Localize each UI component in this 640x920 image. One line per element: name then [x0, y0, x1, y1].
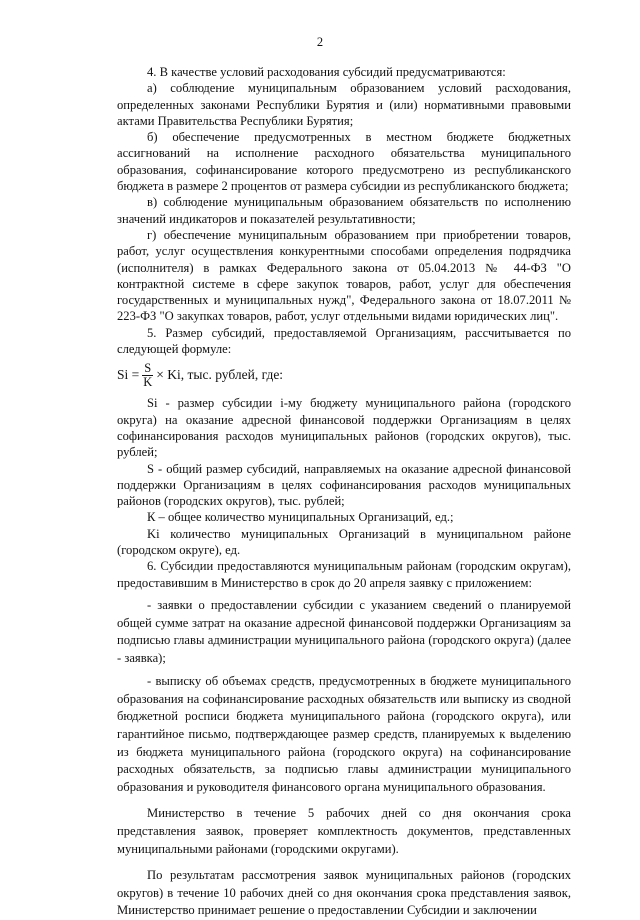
- paragraph-4b: б) обеспечение предусмотренных в местном бюджете бюджетных ассигнований на исполнение расходного обязательства муниципального образования, софинансирование которого предусмотрено из республиканского бюджета в размере 2 процентов от размера субсидии из республиканского бюджета;: [117, 130, 571, 194]
- paragraph-5: 5. Размер субсидий, предоставляемой Организациям, рассчитывается по следующей формуле:: [117, 325, 571, 357]
- definition-ki: Ki количество муниципальных Организаций в муниципальном районе (городском округе), ед.: [117, 526, 571, 558]
- paragraph-4d: г) обеспечение муниципальным образованием при приобретении товаров, работ, услуг осуществления конкурентными способами определения подрядчика (исполнителя) в рамках Федерального закона от 05.04.2013 № 44-ФЗ "О контрактной системе в сфере закупок товаров, работ, услуг для обеспечения государственных и муниципальных нужд", Федерального закона от 18.07.2011 № 223-ФЗ "О закупках товаров, работ, услуг отдельными видами юридических лиц".: [117, 227, 571, 324]
- formula-numerator: S: [144, 360, 152, 375]
- paragraph-4a: а) соблюдение муниципальным образованием условий расходования, определенных законами Республики Бурятия и (или) нормативными правовыми актами Правительства Республики Бурятия;: [117, 81, 571, 128]
- definition-s: S - общий размер субсидий, направляемых на оказание адресной финансовой поддержки Организациям в целях софинансирования расходов муниципальных районов (городских округов), тыс. рублей;: [117, 461, 571, 509]
- page-number: 2: [316, 35, 324, 49]
- paragraph-6: 6. Субсидии предоставляются муниципальным районам (городским округам), предоставившим в Министерство в срок до 20 апреля заявку с приложением:: [117, 559, 571, 590]
- paragraph-4c: в) соблюдение муниципальным образованием обязательств по исполнению значений индикаторов и показателей результативности;: [117, 195, 571, 226]
- subsidy-formula: [117, 358, 571, 392]
- paragraph-ministry-check: Министерство в течение 5 рабочих дней со дня окончания срока представления заявок, проверяет комплектность документов, представленных муниципальными районами (городскими округами).: [117, 806, 571, 856]
- document-body: [117, 64, 571, 920]
- definition-si: Si - размер субсидии i-му бюджету муниципального района (городского округа) на оказание адресной финансовой поддержки Организациям в целях софинансирования расходов муниципальных районов (городских округов), тыс. рублей;: [117, 396, 571, 460]
- definition-k: К – общее количество муниципальных Организаций, ед.;: [147, 510, 454, 525]
- paragraph-4-intro: 4. В качестве условий расходования субсидий предусматриваются:: [147, 65, 506, 79]
- formula-lhs: Si =: [117, 367, 140, 383]
- paragraph-review-results: По результатам рассмотрения заявок муниципальных районов (городских округов) в течение 10 рабочих дней со дня окончания срока представления заявок, Министерство принимает решение о предоставлении Субсидии и заключении: [117, 868, 571, 918]
- formula-rhs: × Ki, тыс. рублей, где:: [156, 367, 284, 383]
- formula-fraction: [142, 362, 153, 389]
- attachment-application: - заявки о предоставлении субсидии с указанием сведений о планируемой общей сумме затрат на оказание адресной финансовой поддержки Организациям за подписью главы администрации муниципального района (городского округа) (далее - заявка);: [117, 597, 571, 665]
- attachment-budget-extract: - выписку об объемах средств, предусмотренных в бюджете муниципального образования на софинансирование расходных обязательств или выписку из сводной бюджетной росписи бюджета муниципального района (городского округа), или гарантийное письмо, подтверждающее размер средств, планируемых к выделению из бюджета муниципального района (городского округа) на софинансирование расходных обязательств, за подписью главы администрации муниципального образования и руководителя финансового органа муниципального образования.: [117, 674, 571, 794]
- formula-denominator: K: [143, 374, 153, 389]
